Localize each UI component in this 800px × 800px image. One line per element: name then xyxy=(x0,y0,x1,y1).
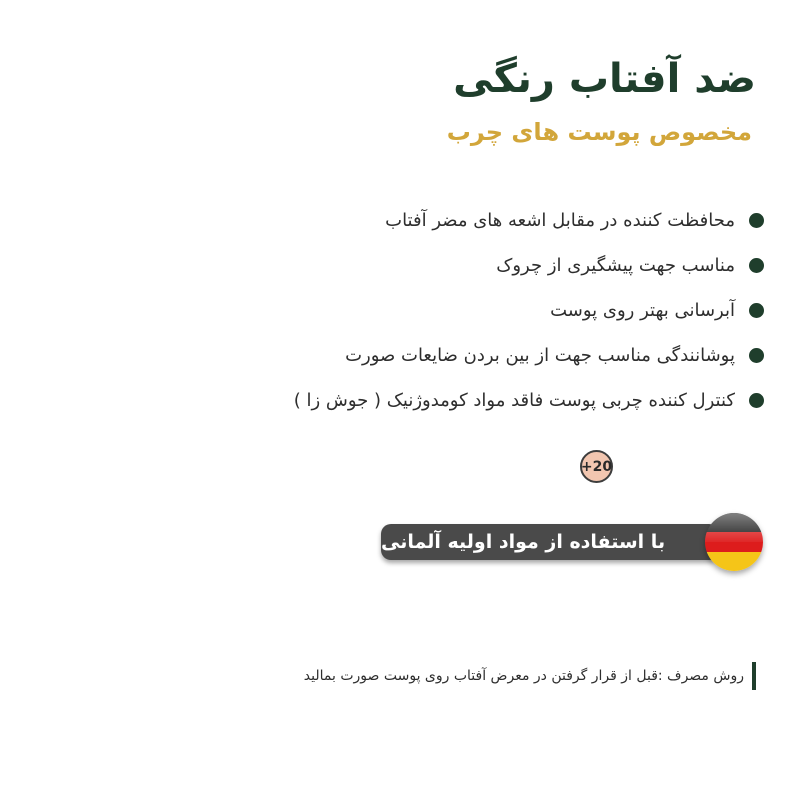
usage-accent-bar xyxy=(752,662,756,690)
feature-text: پوشانندگی مناسب جهت از بین بردن ضایعات صورت xyxy=(345,345,735,366)
bullet-icon xyxy=(749,213,764,228)
feature-text: کنترل کننده چربی پوست فاقد مواد کومدوژنیک ( جوش زا ) xyxy=(293,390,735,411)
feature-item xyxy=(294,378,764,423)
usage-instructions xyxy=(304,662,756,690)
feature-item xyxy=(294,288,764,333)
feature-text: آبرسانی بهتر روی پوست xyxy=(550,300,735,321)
feature-text: مناسب جهت پیشگیری از چروک xyxy=(496,255,735,276)
feature-item xyxy=(294,333,764,378)
age-badge: +20 xyxy=(580,450,613,483)
origin-label: با استفاده از مواد اولیه آلمانی xyxy=(381,531,666,553)
product-title: ضد آفتاب رنگی xyxy=(453,56,756,102)
product-subtitle: مخصوص پوست های چرب xyxy=(446,118,752,146)
feature-text: محافظت کننده در مقابل اشعه های مضر آفتاب xyxy=(385,210,735,231)
bullet-icon xyxy=(749,393,764,408)
usage-text: روش مصرف :قبل از قرار گرفتن در معرض آفتاب روی پوست صورت بمالید xyxy=(303,668,744,684)
germany-flag-icon xyxy=(705,513,763,571)
feature-item xyxy=(294,243,764,288)
feature-list xyxy=(294,198,764,423)
bullet-icon xyxy=(749,303,764,318)
bullet-icon xyxy=(749,348,764,363)
feature-item xyxy=(294,198,764,243)
bullet-icon xyxy=(749,258,764,273)
origin-banner xyxy=(381,524,719,560)
